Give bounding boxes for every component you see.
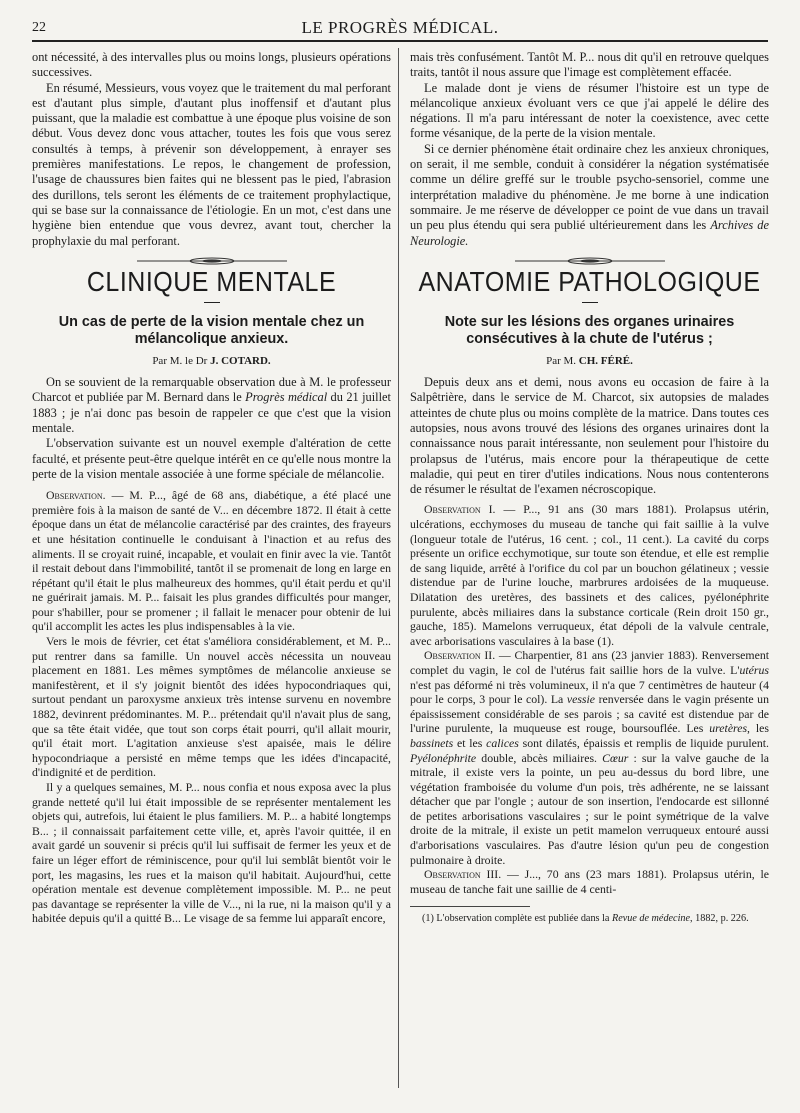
text-run: : sur la valve gauche de la mitrale, il existe vers la pointe, un peu au-dessus du bord libre, une végétation framboisée du volume d'un pois, très adhérente, ne se laissant détacher que par l'ongle ; autour de son insertion, l'endocarde est sillonné de petites arborisations vasculaires ; sur le point symétrique de la valve droite de la mitrale, il existe un petit mamelon verruqueux entouré aussi d'arborisations vasculaires. Pas d'autre lésion qu'un peu de congestion pulmonaire à droite. — [410, 750, 770, 867]
article-title: Note sur les lésions des organes urinaires consécutives à la chute de l'utérus ; — [444, 313, 735, 347]
column-divider — [398, 48, 399, 1088]
body-paragraph: mais très confusément. Tantôt M. P... nous dit qu'il en retrouve quelques traits, tantôt il nous assure que l'image est complètement effacée. — [410, 50, 769, 80]
body-paragraph: L'observation suivante est un nouvel exemple d'altération de cette faculté, et présente peut-être quelque intérêt en ce qu'elle nous montre la perte de la vision mentale associée à une forme spéciale de mélancolie. — [32, 436, 391, 481]
footnote-rule — [410, 906, 530, 907]
text-run: — P..., 91 ans (30 mars 1881). Prolapsus utérin, ulcérations, ecchymoses du museau de tanche qui fait saillie à la vulve (longueur totale de l'utérus, 16 cent. ; col., 11 cent.). La cavité du corps présente un orifice ecchymotique, sur toute son étendue, et elle est remplie de sang liquide, arrêté à l'orifice du col par un bouchon gélatineux ; vessie distendue par de l'urine louche, marbrures ardoisées de la muqueuse. Dilatation des uretères, des bassinets et des calices, pyélonéphrite purulente, abcès miliaires dans la substance corticale (Rein droit 150 gr., gauche, 185). Mamelons verruqueux, état dépoli de la valvule centrale, avec arborisations vasculaires à la base (1). — [410, 502, 769, 648]
text-run: double, abcès miliaires. — [476, 750, 603, 765]
body-paragraph — [410, 142, 769, 249]
body-paragraph — [32, 375, 391, 436]
intro-paragraph: ont nécessité, à des intervalles plus ou moins longs, plusieurs opérations successives. — [32, 50, 391, 80]
text-run: et les — [453, 735, 487, 750]
italic-text: Pyélonéphrite — [410, 750, 477, 765]
text-run: renversée dans le vagin présente un épaississement considérable de ses parois ; sa cavité est distendue par de l'urine purulente, la muqueuse est rouge, boursouflée. Les — [410, 692, 769, 736]
italic-text: Progrès médical — [245, 390, 328, 405]
page-header — [32, 16, 768, 38]
italic-text: Cœur — [602, 750, 629, 765]
observation-paragraph — [410, 502, 769, 648]
section-title-clinique: CLINIQUE MENTALE — [86, 266, 337, 298]
text-run: n'est pas déformé ni très volumineux, il n'a que 7 centimètres de hauteur (4 pour le corps, 3 pour le col). La — [410, 677, 769, 707]
text-run: sont dilatés, épaissis et remplis de liquide purulent. — [518, 735, 770, 750]
text-run: — J..., 70 ans (23 mars 1881). Prolapsus utérin, le museau de tanche fait une saillie de 4 centi- — [410, 867, 770, 896]
observation-label: Observation II. — [424, 648, 496, 663]
observation-label: Observation. — [46, 488, 106, 503]
section-title-anatomie: ANATOMIE PATHOLOGIQUE — [418, 266, 761, 298]
article-title: Un cas de perte de la vision mentale chez un mélancolique anxieux. — [58, 313, 365, 347]
text-run: , 1882, p. 226. — [690, 913, 749, 925]
body-paragraph: Depuis deux ans et demi, nous avons eu occasion de faire à la Salpêtrière, dans le service de M. Charcot, six autopsies de malades atteintes de chute plus ou moins complète de la matrice. Dans toutes ces autopsies, nous avons trouvé des lésions des organes urinaires dont la connaissance nous parait intéressante, non seulement pour l'histoire du prolapsus de l'utérus, mais encore pour la thérapeutique de cette maladie, qui peut en tirer d'utiles indications. Nous nous contenterons de résumer le résultat de l'examen nécroscopique. — [410, 375, 769, 497]
left-column — [32, 50, 391, 926]
text-run: — M. P..., âgé de 68 ans, diabétique, a été placé une première fois à la maison de santé de V... en décembre 1872. Il était à cette époque dans un état de mélancolie caractérisé par des craintes, des frayeurs et une hésitation continuelle le conduisant à l'inaction et au refus des aliments. Il se croyait ruiné, incapable, et voulait en finir avec la vie. Tantôt il restait debout dans l'immobilité, tantôt il se promenait de long en large en répétant qu'il était le plus malheureux des hommes, qu'il était perdu et qu'il ne guérirait jamais. M. P... faisait les plus grandes difficultés pour manger, pour s'habiller, pour se promener ; il fallait le menacer pour obtenir de lui qu'il accomplit les actes les plus indispensables à la vie. — [32, 488, 391, 634]
italic-text: uretères — [709, 721, 748, 736]
observation-paragraph: Il y a quelques semaines, M. P... nous confia et nous exposa avec la plus grande netteté qu'il lui était impossible de se représenter mentalement les objets qui, autrefois, lui étaient le plus familiers. M. P... a habité longtemps B... ; il connaissait parfaitement cette ville, et, après l'avoir quittée, il en avait gardé un souvenir si précis qu'il lui suffisait de fermer les yeux et de faire un léger effort de réminiscence, pour qu'il lui semblât bientôt voir le port, les magasins, les rues et la maison qu'il habitait. Aujourd'hui, cette opération mentale est devenue complètement impossible. M. P... ne peut pas davantage se représenter la ville de V..., ni la rue, ni la maison qu'il y a habitée depuis qu'il a quitté B... Le visage de sa femme lui apparaît encore, — [32, 780, 391, 926]
text-run: — Charpentier, 81 ans (23 janvier 1883). Renversement complet du vagin, le col de l'utérus fait saillie hors de la vulve. L' — [410, 648, 769, 677]
text-run: On se souvient de la remarquable observation due à M. le professeur Charcot et publiée par M. Bernard dans le — [32, 375, 391, 405]
footnote — [410, 912, 769, 925]
body-paragraph: Le malade dont je viens de résumer l'histoire est un type de mélancolique anxieux évoluant vers ce que j'ai appelé le délire des négations. Il m'a paru intéressant de noter la coexistence, avec cette forme vésanique, de la perte de la vision mentale. — [410, 80, 769, 141]
page-number: 22 — [32, 20, 46, 35]
observation-paragraph — [410, 648, 769, 867]
italic-text: bassinets — [410, 735, 454, 750]
observation-paragraph — [410, 867, 769, 896]
header-rule — [32, 40, 768, 42]
byline-author: J. COTARD. — [210, 354, 271, 367]
italic-text: calices — [486, 735, 519, 750]
observation-paragraph — [32, 488, 391, 634]
text-run: (1) L'observation complète est publiée dans la — [422, 913, 612, 925]
text-run: , les — [747, 721, 769, 736]
observation-paragraph: Vers le mois de février, cet état s'améliora considérablement, et M. P... put rentrer dans sa famille. Un nouvel accès nécessita un nouveau placement en 1881. Les mêmes symptômes de mélancolie anxieuse se manifestèrent, et il s'y joignit bientôt des idées hypocondriaques qui, surtout pendant un paroxysme anxieux très intense survenu en novembre 1882, devinrent prédominantes. M. P... prétendait qu'il n'avait plus de sang, que sa tête était vidée, que tout son corps était pourri, qu'il allait mourir, qu'il était mort. L'agitation anxieuse s'est apaisée, mais le délire hypocondriaque a persisté en même temps que les idées d'incapacité, d'indignité et de perdition. — [32, 634, 391, 780]
observation-label: Observation I. — [424, 502, 496, 517]
journal-title: LE PROGRÈS MÉDICAL. — [301, 18, 499, 37]
text-run: du 21 juillet 1883 ; je n'ai donc pas besoin de rappeler ce que c'est que la vision mentale. — [32, 390, 391, 435]
article-byline — [410, 354, 769, 369]
italic-text: utérus — [739, 662, 769, 677]
italic-text: vessie — [566, 692, 596, 707]
byline-prefix: Par M. — [546, 354, 577, 367]
italic-text: Archives de Neurologie. — [410, 218, 769, 248]
intro-paragraph: En résumé, Messieurs, vous voyez que le traitement du mal perforant est d'autant plus simple, d'autant plus inoffensif et d'autant plus puissant, que la maladie est combattue à une époque plus voisine de son début. Vous devez donc vous attacher, toutes les fois que vous serez consultés à temps, à prévenir son développement, à enrayer ses premières manifestations. Le repos, le changement de profession, l'usage de chaussures bien faites qui ne blessent pas le pied, l'abrasion des durillons, tels seront les éléments de ce traitement prophylactique, qui se base sur la connaissance de l'étiologie. En un mot, c'est dans une hygiène bien entendue que vous devrez, avant tout, chercher la prophylaxie du mal perforant. — [32, 80, 391, 248]
byline-author: CH. FÉRÉ. — [578, 354, 633, 367]
right-column — [410, 50, 769, 925]
text-run: Si ce dernier phénomène était ordinaire chez les anxieux chroniques, on serait, il me semble, conduit à considérer la négation systématisée comme un délire greffé sur le trouble psycho-sensoriel, comme une interprétation maladive du phénomène. Je me borne à une indication sommaire. Je me réserve de développer ce point de vue dans un travail un peu plus étendu qui sera publié ultérieurement dans les — [410, 141, 769, 233]
article-byline — [32, 354, 391, 369]
italic-text: Revue de médecine — [611, 913, 691, 925]
byline-prefix: Par M. le Dr — [152, 354, 208, 367]
observation-label: Observation III. — [424, 867, 502, 882]
